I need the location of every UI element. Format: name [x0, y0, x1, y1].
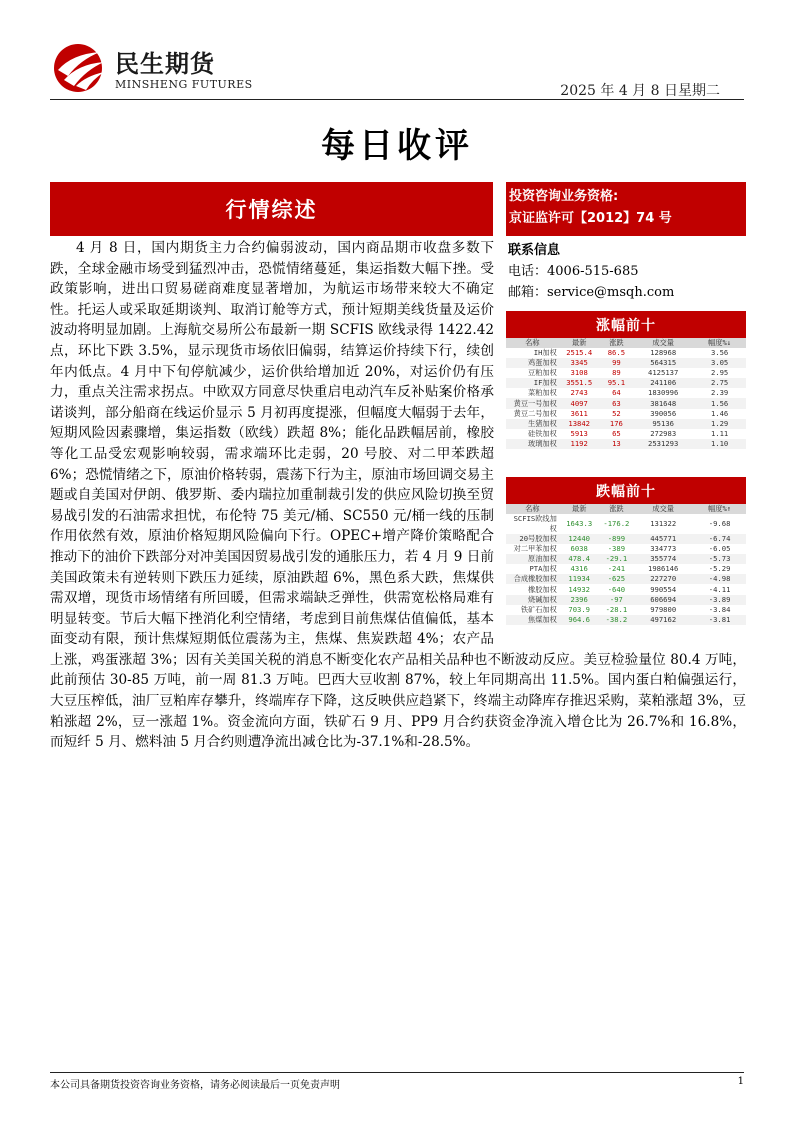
table-cell: 3345: [559, 358, 600, 368]
table-cell: -3.84: [708, 604, 731, 614]
table-cell: 11934: [559, 574, 600, 584]
column-header: 幅度%↑: [693, 504, 746, 514]
table-row: [506, 398, 746, 408]
market-summary-text: 4 月 8 日，国内期货主力合约偏弱波动，国内商品期市收盘多数下跌，全球金融市场受到猛烈冲击，恐慌情绪蔓延，集运指数大幅下挫。受政策影响，进出口贸易磋商难度显著增加，为航运市场带来较大不确定性。托运人或采取延期谈判、取消订舱等方式，预计短期美线货量及运价波动将明显加剧。上海航交易所公布最新一期 SCFIS 欧线录得 1422.42 点，环比下跌 3.5%，显示现货市场依旧偏弱，结算运价持续下行，续创年内低点。4 月中下旬停航减少，运价供给增加近 20%，对运价仍有压力，重点关注需求拐点。中欧双方同意尽快重启电动汽车反补贴案价格承诺谈判，部分船商在线运价显示 5 月初再度提涨，但幅度大幅弱于去年，短期风险因素骤增，集运指数（欧线）跌超 8%；能化品跌幅居前，橡胶等化工品受宏观影响较弱，需求端环比走弱，20 号胶、对二甲苯跌超 6%；恐慌情绪之下，原油价格转弱，震荡下行为主，原油市场回调交易主题或自美国对伊朗、俄罗斯、委内瑞拉加重制裁引发的供应风险切换至贸易战引发的石油需求担忧，布伦特 75 美元/桶、SC550 元/桶一线的压制作用依然有效，原油价格短期风险偏向下行。OPEC+增产降价策略配合推动下的油价下跌部分对冲美国因贸易战引发的通胀压力，若 4 月 9 日前美国政策未有逆转则下跌压力延续，原油跌超 6%，黑色系大跌，焦煤供需双增，现货市场情绪有所回暖，但需求端缺乏弹性，供需宽松格局难有明显转变。节后大幅下挫消化利空情绪，考虑到目前焦煤估值偏低，基本面变动有限，预计焦煤短期低位震荡为主，焦煤、焦炭跌超 4%；农产品上涨，鸡蛋涨超 3%；因有关美国关税的消息不断变化农产品相关品种也不断波动反应。美豆检验量位 80.4 万吨，此前预估 30-85 万吨，前一周 81.3 万吨。巴西大豆收割 87%，较上年同期高出 11.5%。国内蛋白粕偏强运行，大豆压榨低，油厂豆粕库存攀升，终端库存下降，这反映供应趋紧下，终端主动降库存推迟采购，菜粕涨超 3%，豆粕涨超 2%，豆一涨超 1%。资金流向方面，铁矿石 9 月、PP9 月合约获资金净流入增仓比为 26.7%和 16.8%，而短纤 5 月、燃料油 5 月合约则遭净流出减仓比为-37.1%和-28.5%。: [50, 240, 746, 751]
table-cell: 227270: [633, 574, 693, 584]
column-header: 成交量: [633, 338, 693, 348]
gainers-table: [506, 311, 746, 449]
table-row: [506, 514, 746, 534]
column-header: 名称: [506, 338, 559, 348]
table-header-row: [506, 504, 746, 514]
table-cell: 128968: [650, 348, 677, 358]
table-row: [506, 358, 746, 368]
table-row: [506, 554, 746, 564]
table-cell: -899: [600, 534, 634, 544]
table-cell: 1.10: [693, 439, 746, 449]
qualification-line-2: 京证监许可【2012】74 号: [509, 211, 672, 226]
table-cell: SCFIS欧线加权: [513, 514, 557, 533]
table-cell: 5913: [570, 428, 588, 438]
table-cell: 豆粕加权: [528, 368, 557, 378]
table-cell: 2396: [559, 595, 600, 605]
table-cell: 445771: [633, 534, 693, 544]
table-cell: -4.98: [693, 574, 746, 584]
table-cell: 2531293: [633, 439, 693, 449]
column-header: 最新: [559, 504, 600, 514]
table-row: [506, 388, 746, 398]
table-cell: 橡胶加权: [528, 584, 557, 594]
table-cell: 14932: [568, 584, 591, 594]
table-cell: -97: [600, 595, 634, 605]
table-cell: -6.05: [708, 544, 731, 554]
table-cell: 63: [600, 398, 634, 408]
table-cell: 4125137: [648, 368, 679, 378]
table-cell: -38.2: [600, 615, 634, 625]
footer-divider: [50, 1072, 744, 1073]
table-cell: 52: [612, 408, 621, 418]
table-cell: 硅铁加权: [528, 428, 557, 438]
table-cell: 4316: [570, 564, 588, 574]
table-cell: 86.5: [607, 348, 626, 358]
table-cell: -5.29: [708, 564, 731, 574]
column-header: 涨跌: [600, 504, 634, 514]
table-cell: 355774: [633, 554, 693, 564]
table-row: [506, 564, 746, 574]
table-cell: 生猪加权: [506, 419, 559, 429]
table-cell: 99: [600, 358, 634, 368]
table-cell: 606694: [633, 595, 693, 605]
table-cell: -29.1: [600, 554, 634, 564]
table-cell: -3.89: [693, 595, 746, 605]
column-header: 最新: [559, 338, 600, 348]
losers-grid: [506, 504, 746, 625]
table-cell: 497162: [633, 615, 693, 625]
table-row: [506, 605, 746, 615]
table-cell: 381648: [633, 398, 693, 408]
page-number: 1: [737, 1076, 744, 1087]
footer-disclaimer: 本公司具备期货投资咨询业务资格，请务必阅读最后一页免责声明: [50, 1080, 340, 1091]
table-cell: 478.4: [559, 554, 600, 564]
table-cell: -176.2: [603, 519, 630, 528]
table-cell: -241: [607, 564, 626, 574]
table-cell: 3611: [570, 408, 588, 418]
report-date: 2025 年 4 月 8 日星期二: [560, 83, 720, 99]
table-row: [506, 574, 746, 584]
table-cell: 1830996: [648, 388, 679, 398]
section-banner: 行情综述: [50, 182, 493, 236]
table-cell: 1986146: [648, 564, 679, 574]
table-cell: -28.1: [605, 604, 628, 614]
table-cell: -5.73: [693, 554, 746, 564]
table-cell: -625: [600, 574, 634, 584]
table-cell: 1.29: [693, 419, 746, 429]
header-divider: [50, 99, 744, 100]
table-cell: 黄豆一号加权: [506, 398, 559, 408]
table-cell: 2.75: [693, 378, 746, 388]
table-row: [506, 544, 746, 554]
table-row: [506, 615, 746, 625]
table-cell: 13842: [559, 419, 600, 429]
table-cell: 6038: [570, 544, 588, 554]
table-cell: 1192: [559, 439, 600, 449]
table-row: [506, 439, 746, 449]
table-cell: PTA加权: [529, 564, 557, 574]
table-cell: -640: [607, 584, 626, 594]
table-cell: 2.95: [710, 368, 729, 378]
table-cell: 黄豆二号加权: [513, 408, 557, 418]
table-cell: 4097: [559, 398, 600, 408]
table-cell: 990554: [650, 584, 677, 594]
qualification-line-1: 投资咨询业务资格:: [509, 189, 619, 204]
column-header: 成交量: [633, 504, 693, 514]
table-cell: 979800: [650, 604, 677, 614]
column-header: 涨跌: [600, 338, 634, 348]
table-cell: 241106: [633, 378, 693, 388]
table-cell: 3108: [570, 368, 588, 378]
table-cell: 64: [612, 388, 621, 398]
table-cell: 鸡蛋加权: [506, 358, 559, 368]
table-cell: 铁矿石加权: [520, 604, 557, 614]
table-cell: 12440: [559, 534, 600, 544]
column-header: 幅度%↓: [693, 338, 746, 348]
table-cell: 20号胶加权: [506, 534, 559, 544]
table-cell: 2515.4: [566, 348, 593, 358]
contact-title: 联系信息: [508, 243, 561, 258]
table-row: [506, 368, 746, 378]
table-cell: 564315: [633, 358, 693, 368]
table-cell: 焦煤加权: [506, 615, 559, 625]
table-cell: -389: [607, 544, 626, 554]
table-cell: 95.1: [600, 378, 634, 388]
brand-name-en: MINSHENG FUTURES: [115, 78, 253, 91]
table-cell: 13: [600, 439, 634, 449]
table-cell: 菜粕加权: [528, 388, 557, 398]
table-cell: 3551.5: [559, 378, 600, 388]
table-cell: 原油加权: [506, 554, 559, 564]
minsheng-logo-icon: [50, 40, 110, 92]
table-cell: -4.11: [708, 584, 731, 594]
table-cell: 65: [612, 428, 621, 438]
table-cell: 3.56: [710, 348, 729, 358]
table-cell: 烧碱加权: [506, 595, 559, 605]
column-header: 名称: [506, 504, 559, 514]
gainers-grid: [506, 338, 746, 449]
table-cell: 1643.3: [566, 519, 593, 528]
table-cell: 玻璃加权: [506, 439, 559, 449]
table-cell: 1.46: [710, 408, 729, 418]
table-row: [506, 348, 746, 358]
gainers-title: 涨幅前十: [506, 311, 746, 338]
table-cell: 1.11: [710, 428, 729, 438]
table-cell: 334773: [650, 544, 677, 554]
table-cell: 对二甲苯加权: [513, 544, 557, 554]
contact-phone: 电话：4006-515-685: [508, 264, 639, 279]
table-cell: 272983: [650, 428, 677, 438]
page-title: 每日收评: [321, 126, 473, 166]
table-cell: IH加权: [533, 348, 557, 358]
table-row: [506, 429, 746, 439]
table-cell: 3.05: [693, 358, 746, 368]
table-cell: 95136: [633, 419, 693, 429]
table-cell: 390056: [650, 408, 677, 418]
contact-email: 邮箱：service@msqh.com: [508, 285, 675, 300]
table-cell: 131322: [650, 519, 677, 528]
table-cell: 176: [600, 419, 634, 429]
table-cell: 964.6: [559, 615, 600, 625]
table-cell: 1.56: [693, 398, 746, 408]
table-row: [506, 584, 746, 594]
table-cell: -6.74: [693, 534, 746, 544]
table-cell: IF加权: [506, 378, 559, 388]
table-cell: 2.39: [710, 388, 729, 398]
table-row: [506, 378, 746, 388]
table-header-row: [506, 338, 746, 348]
table-cell: -3.81: [693, 615, 746, 625]
table-cell: -9.68: [708, 519, 731, 528]
qualification-box: [506, 182, 746, 236]
table-row: [506, 409, 746, 419]
brand-name-cn: 民生期货: [115, 50, 215, 78]
table-cell: 合成橡胶加权: [506, 574, 559, 584]
table-row: [506, 534, 746, 544]
table-cell: 89: [612, 368, 621, 378]
losers-table: [506, 477, 746, 625]
table-cell: 703.9: [568, 604, 591, 614]
losers-title: 跌幅前十: [506, 477, 746, 504]
table-cell: 2743: [570, 388, 588, 398]
table-row: [506, 419, 746, 429]
table-row: [506, 595, 746, 605]
